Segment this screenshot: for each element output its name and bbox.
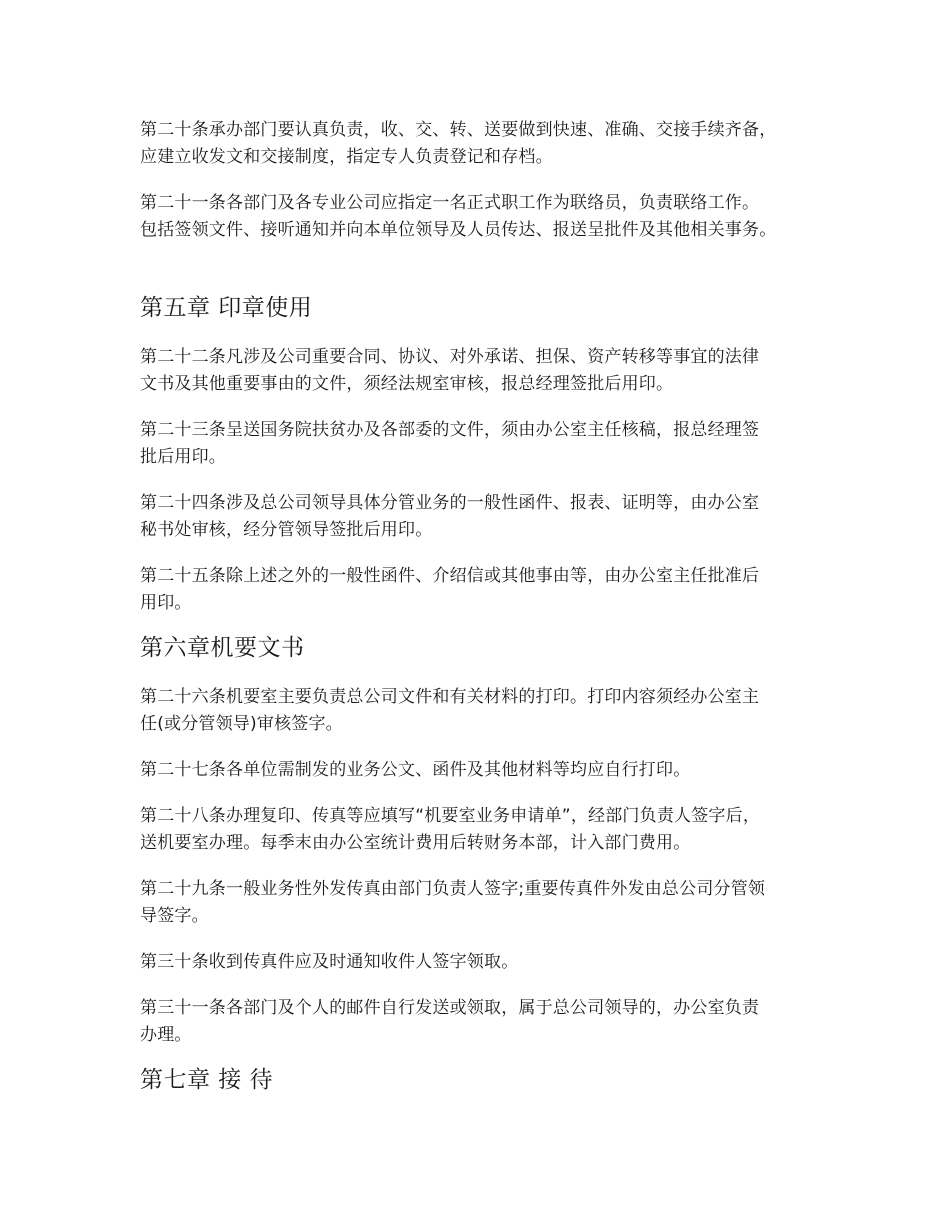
chapter-6-heading: 第六章机要文书 — [140, 635, 305, 661]
article-29-line-1: 第二十九条一般业务性外发传真由部门负责人签字;重要传真件外发由总公司分管领 — [140, 879, 766, 899]
article-31-line-2: 办理。 — [140, 1025, 192, 1045]
article-27-line-1: 第二十七条各单位需制发的业务公文、函件及其他材料等均应自行打印。 — [140, 760, 691, 780]
article-21-line-2: 包括签领文件、接听通知并向本单位领导及人员传达、报送呈批件及其他相关事务。 — [140, 220, 777, 240]
article-24-line-2: 秘书处审核，经分管领导签批后用印。 — [140, 520, 433, 540]
article-23-line-1: 第二十三条呈送国务院扶贫办及各部委的文件，须由办公室主任核稿，报总经理签 — [140, 420, 760, 440]
article-25-line-2: 用印。 — [140, 593, 192, 613]
article-22-line-2: 文书及其他重要事由的文件，须经法规室审核，报总经理签批后用印。 — [140, 374, 674, 394]
article-20-line-2: 应建立收发文和交接制度，指定专人负责登记和存档。 — [140, 147, 553, 167]
article-21-line-1: 第二十一条各部门及各专业公司应指定一名正式职工作为联络员，负责联络工作。 — [140, 193, 760, 213]
article-31-line-1: 第三十一条各部门及个人的邮件自行发送或领取，属于总公司领导的，办公室负责 — [140, 998, 760, 1018]
chapter-7-heading: 第七章 接 待 — [140, 1067, 274, 1093]
article-28-line-2: 送机要室办理。每季末由办公室统计费用后转财务本部，计入部门费用。 — [140, 833, 691, 853]
article-25-line-1: 第二十五条除上述之外的一般性函件、介绍信或其他事由等，由办公室主任批准后 — [140, 566, 760, 586]
chapter-5-heading: 第五章 印章使用 — [140, 295, 313, 321]
article-26-line-2: 任(或分管领导)审核签字。 — [140, 714, 343, 734]
article-29-line-2: 导签字。 — [140, 906, 209, 926]
article-23-line-2: 批后用印。 — [140, 447, 226, 467]
article-30-line-1: 第三十条收到传真件应及时通知收件人签字领取。 — [140, 952, 519, 972]
article-28-line-1: 第二十八条办理复印、传真等应填写“机要室业务申请单”，经部门负责人签字后， — [140, 806, 761, 826]
article-20-line-1: 第二十条承办部门要认真负责，收、交、转、送要做到快速、准确、交接手续齐备， — [140, 120, 777, 140]
article-22-line-1: 第二十二条凡涉及公司重要合同、协议、对外承诺、担保、资产转移等事宜的法律 — [140, 347, 760, 367]
article-24-line-1: 第二十四条涉及总公司领导具体分管业务的一般性函件、报表、证明等，由办公室 — [140, 493, 760, 513]
article-26-line-1: 第二十六条机要室主要负责总公司文件和有关材料的打印。打印内容须经办公室主 — [140, 687, 760, 707]
